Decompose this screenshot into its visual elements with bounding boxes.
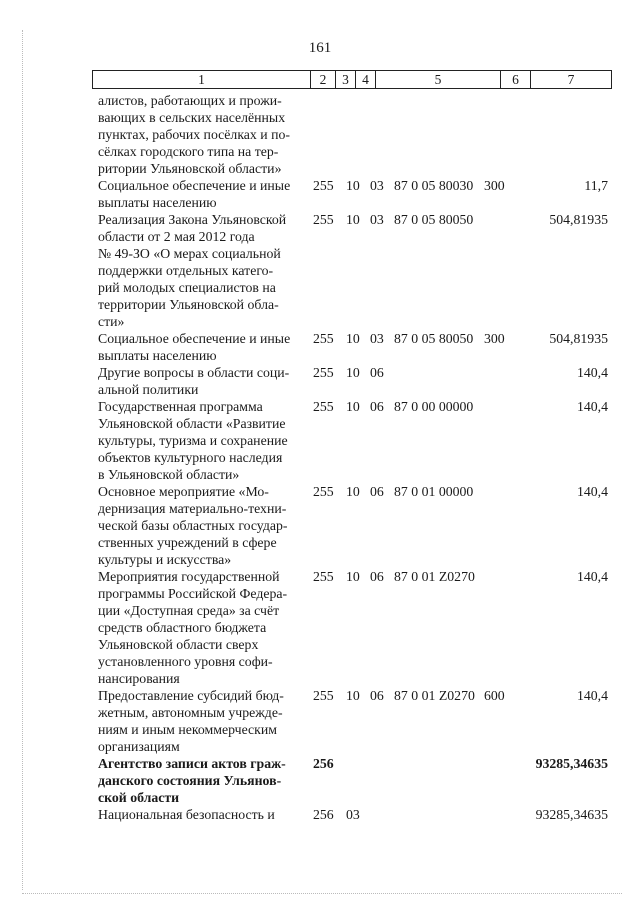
header-col-7: 7 (567, 72, 575, 87)
row-cell-c2: 255 (313, 569, 334, 584)
row-cell-c7: 504,81935 (549, 331, 608, 346)
row-cell-c7: 140,4 (576, 688, 608, 703)
row-cell-c7: 93285,34635 (535, 807, 608, 822)
table-row (0, 755, 640, 806)
row-cell-c5: 87 0 05 80050 (394, 331, 474, 346)
row-cell-c6: 300 (484, 178, 505, 193)
header-col-6: 6 (501, 71, 531, 88)
table-row (0, 483, 640, 568)
row-cell-c3: 10 (346, 399, 360, 414)
row-cell-c2: 256 (313, 756, 334, 771)
row-name: Мероприятия государственной программы Российской Федера- ции «Доступная среда» за счёт средств областного бюджета Ульяновской области сверх установленного уровня софи- нансирования (98, 569, 288, 686)
row-cell-c7: 140,4 (576, 569, 608, 584)
table-row (0, 806, 640, 823)
row-cell-c4: 03 (370, 178, 384, 193)
table-header (92, 70, 612, 89)
row-cell-c7: 140,4 (576, 365, 608, 380)
page-number: 161 (308, 40, 332, 56)
header-col-5: 5 (376, 71, 501, 88)
row-cell-c5: 87 0 01 00000 (394, 484, 474, 499)
row-cell-c7: 93285,34635 (535, 756, 608, 771)
row-cell-c2: 255 (313, 212, 334, 227)
row-cell-c2: 255 (313, 331, 334, 346)
row-cell-c4: 06 (370, 484, 384, 499)
row-cell-c2: 255 (313, 365, 334, 380)
row-cell-c4: 06 (370, 399, 384, 414)
row-name: алистов, работающих и прожи- вающих в сельских населённых пунктах, рабочих посёлках и по- сёлках городского типа на тер- ритории Ульяновской области» (98, 93, 290, 176)
row-cell-c3: 10 (346, 365, 360, 380)
table-row (0, 364, 640, 398)
table-row (0, 177, 640, 211)
row-cell-c4: 06 (370, 569, 384, 584)
row-cell-c2: 255 (313, 484, 334, 499)
table-row (0, 330, 640, 364)
row-cell-c3: 10 (346, 178, 360, 193)
row-name: Реализация Закона Ульяновской области от 2 мая 2012 года № 49-ЗО «О мерах социальной поддержки отдельных катего- рий молодых специалистов на территории Ульяновской обла- сти» (98, 212, 287, 329)
row-cell-c2: 255 (313, 399, 334, 414)
header-col-2: 2 (311, 71, 336, 88)
row-cell-c5: 87 0 05 80030 (394, 178, 474, 193)
row-cell-c7: 140,4 (576, 484, 608, 499)
row-name: Национальная безопасность и (98, 807, 275, 822)
row-name: Агентство записи актов граж- данского состояния Ульянов- ской области (98, 756, 286, 805)
row-cell-c4: 03 (370, 331, 384, 346)
row-cell-c3: 10 (346, 484, 360, 499)
table-body (0, 92, 640, 823)
row-name: Государственная программа Ульяновской области «Развитие культуры, туризма и сохранение объектов культурного наследия в Ульяновской области» (98, 399, 288, 482)
row-cell-c3: 03 (346, 807, 360, 822)
table-row (0, 398, 640, 483)
row-cell-c3: 10 (346, 569, 360, 584)
row-name: Основное мероприятие «Мо- дернизация материально-техни- ческой базы областных государ- ственных учреждений в сфере культуры и искусства» (98, 484, 288, 567)
row-cell-c7: 504,81935 (549, 212, 608, 227)
row-cell-c5: 87 0 05 80050 (394, 212, 474, 227)
row-cell-c5: 87 0 00 00000 (394, 399, 474, 414)
row-cell-c6: 600 (484, 688, 505, 703)
row-cell-c7: 11,7 (584, 178, 608, 193)
row-name: Социальное обеспечение и иные выплаты населению (98, 331, 291, 363)
row-cell-c2: 255 (313, 178, 334, 193)
row-cell-c7: 140,4 (576, 399, 608, 414)
table-row (0, 211, 640, 330)
row-name: Другие вопросы в области соци- альной политики (98, 365, 290, 397)
row-cell-c4: 06 (370, 688, 384, 703)
row-cell-c3: 10 (346, 331, 360, 346)
row-cell-c3: 10 (346, 212, 360, 227)
table-row (0, 687, 640, 755)
row-name: Предоставление субсидий бюд- жетным, автономным учрежде- ниям и иным некоммерческим организациям (98, 688, 284, 754)
header-col-4: 4 (356, 71, 376, 88)
header-col-3: 3 (336, 71, 356, 88)
row-cell-c2: 255 (313, 688, 334, 703)
row-name: Социальное обеспечение и иные выплаты населению (98, 178, 291, 210)
row-cell-c4: 03 (370, 212, 384, 227)
row-cell-c4: 06 (370, 365, 384, 380)
row-cell-c5: 87 0 01 Z0270 (394, 569, 475, 584)
row-cell-c5: 87 0 01 Z0270 (394, 688, 475, 703)
scan-edge-bottom (22, 893, 622, 895)
row-cell-c2: 256 (313, 807, 334, 822)
table-row (0, 568, 640, 687)
header-col-1: 1 (93, 71, 311, 88)
table-row (0, 92, 640, 177)
row-cell-c6: 300 (484, 331, 505, 346)
row-cell-c3: 10 (346, 688, 360, 703)
